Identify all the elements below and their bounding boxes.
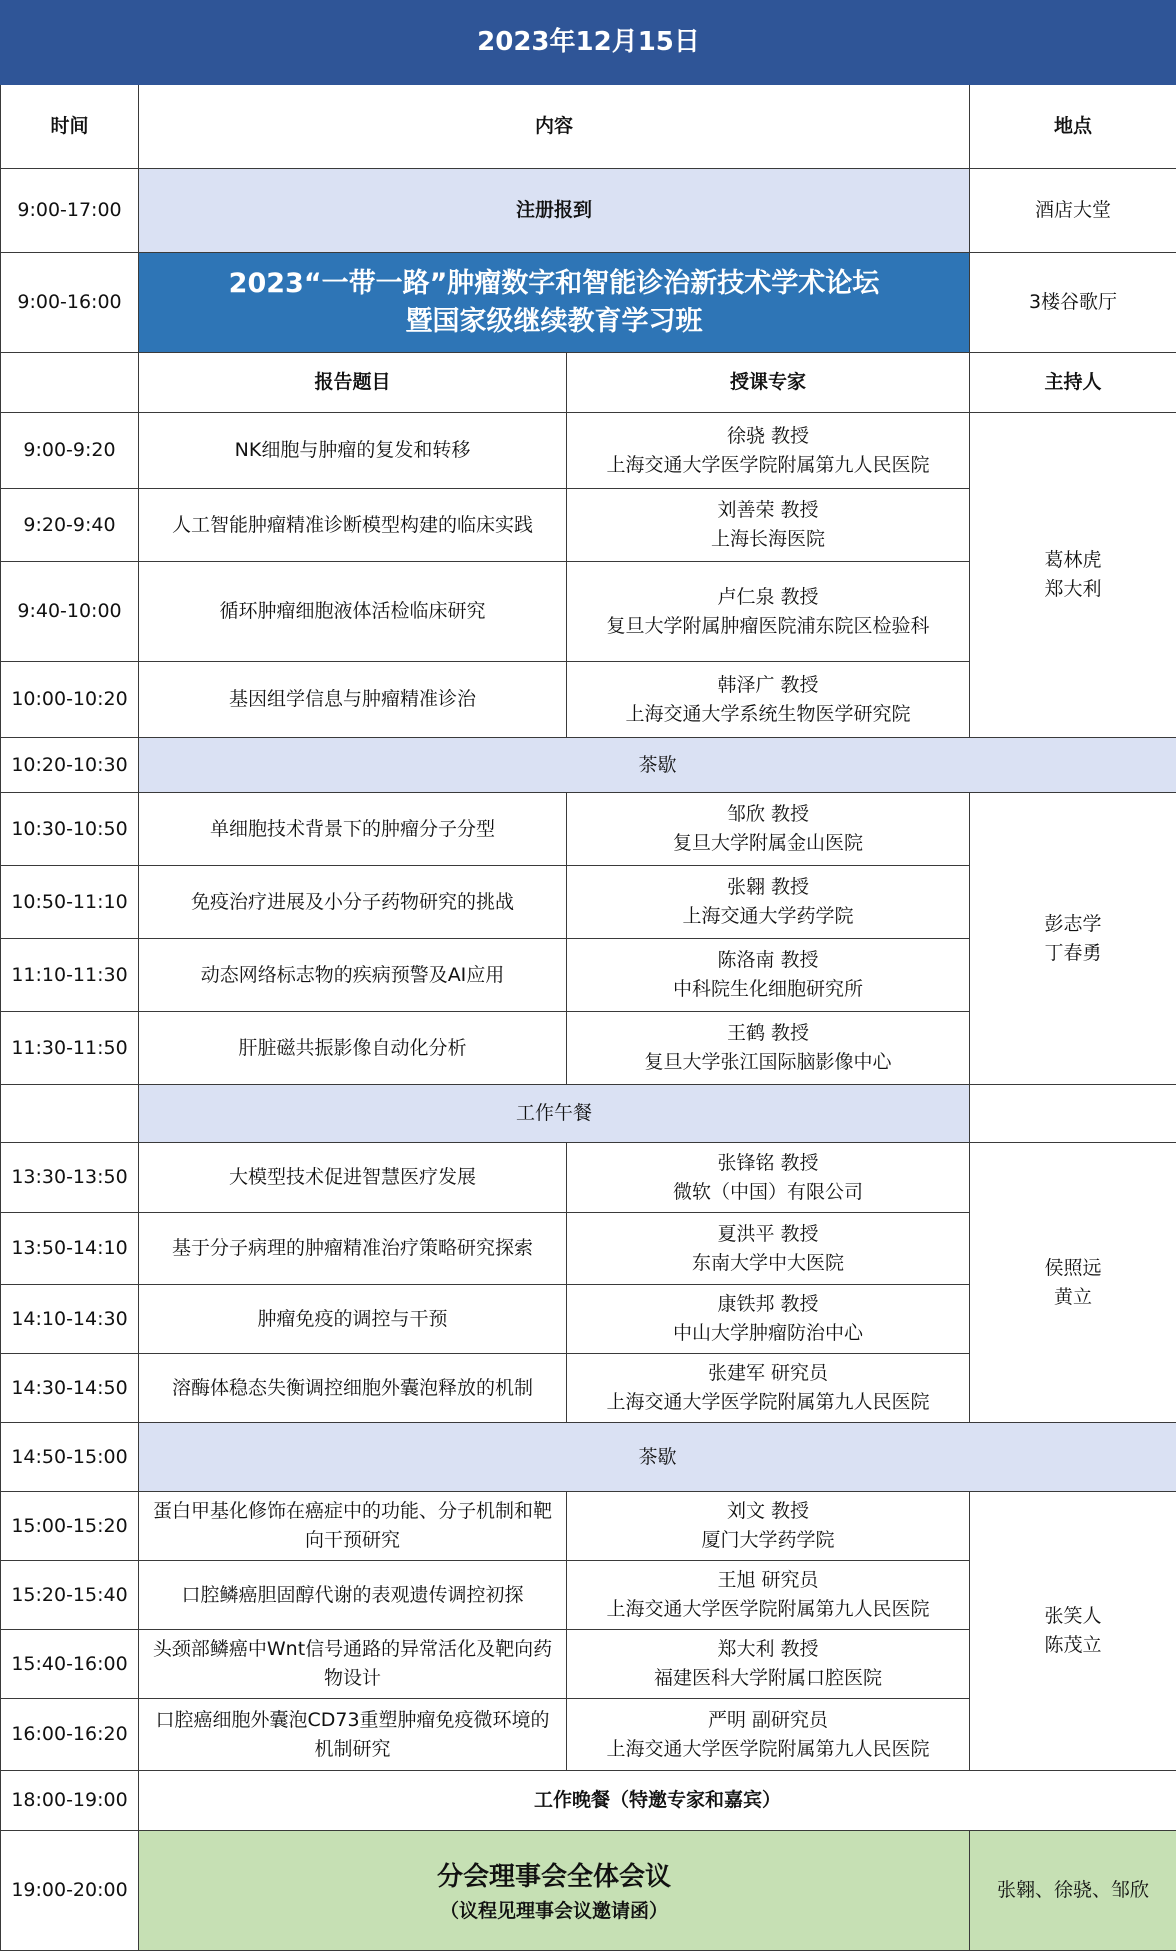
host-name: 葛林虎: [1044, 549, 1102, 571]
topic-text: 人工智能肿瘤精准诊断模型构建的临床实践: [171, 513, 533, 536]
topic-text: 口腔鳞癌胆固醇代谢的表观遗传调控初探: [181, 1583, 524, 1606]
expert-affiliation: 东南大学中大医院: [691, 1251, 844, 1274]
topic-text: 循环肿瘤细胞液体活检临床研究: [219, 600, 486, 622]
registration-label: 注册报到: [139, 169, 970, 253]
expert-affiliation: 复旦大学张江国际脑影像中心: [644, 1051, 892, 1073]
empty-time-cell: [1, 353, 139, 413]
expert-name: 卢仁泉 教授: [717, 585, 819, 608]
topic-text: 动态网络标志物的疾病预警及AI应用: [200, 963, 505, 986]
header-time: 时间: [1, 85, 139, 169]
table-row: [1, 793, 1176, 866]
expert-name: 王鹤 教授: [726, 1022, 810, 1044]
topic-text: 口腔癌细胞外囊泡CD73重塑肿瘤免疫微环境的: [155, 1708, 550, 1731]
topic-cell: [139, 413, 567, 489]
topic-text: 肿瘤免疫的调控与干预: [257, 1307, 448, 1330]
topic-text: 向干预研究: [304, 1529, 400, 1551]
registration-row: [1, 169, 1176, 253]
time-cell: 9:00-9:20: [1, 413, 139, 489]
time-cell: 13:30-13:50: [1, 1143, 139, 1213]
expert-affiliation: 上海交通大学药学院: [682, 905, 854, 927]
expert-cell: [567, 793, 970, 866]
forum-title-line: 暨国家级继续教育学习班: [405, 305, 703, 337]
topic-cell: [139, 562, 567, 662]
topic-text: 大模型技术促进智慧医疗发展: [228, 1166, 476, 1188]
time-cell: 14:10-14:30: [1, 1285, 139, 1354]
dinner-label: 工作晚餐（特邀专家和嘉宾）: [139, 1771, 1176, 1831]
time-cell: 10:50-11:10: [1, 866, 139, 939]
expert-affiliation: 微软（中国）有限公司: [672, 1180, 863, 1203]
topic-cell: [139, 1630, 567, 1699]
topic-text: 溶酶体稳态失衡调控细胞外囊泡释放的机制: [171, 1376, 533, 1399]
topic-text: 基因组学信息与肿瘤精准诊治: [228, 688, 476, 710]
header-place: 地点: [970, 85, 1176, 169]
topic-text: 蛋白甲基化修饰在癌症中的功能、分子机制和靶: [152, 1500, 552, 1522]
expert-cell: [567, 1492, 970, 1561]
topic-text: 基于分子病理的肿瘤精准治疗策略研究探索: [171, 1237, 533, 1259]
topic-text: 头颈部鳞癌中Wnt信号通路的异常活化及靶向药: [152, 1638, 553, 1660]
time-cell: 15:20-15:40: [1, 1561, 139, 1630]
lunch-row: [1, 1085, 1176, 1143]
time-cell: 11:30-11:50: [1, 1012, 139, 1085]
subheader-host: 主持人: [970, 353, 1176, 413]
host-cell: [970, 1492, 1176, 1771]
expert-affiliation: 复旦大学附属肿瘤医院浦东院区检验科: [606, 614, 930, 637]
time-cell: 15:40-16:00: [1, 1630, 139, 1699]
expert-name: 张建军 研究员: [707, 1362, 829, 1384]
subheader-expert: 授课专家: [567, 353, 970, 413]
expert-affiliation: 上海交通大学医学院附属第九人民医院: [606, 453, 930, 476]
expert-name: 郑大利 教授: [717, 1638, 819, 1660]
council-row: [1, 1831, 1176, 1951]
table-row: [1, 1492, 1176, 1561]
expert-cell: [567, 662, 970, 738]
expert-name: 刘文 教授: [726, 1500, 810, 1522]
topic-cell: [139, 1143, 567, 1213]
time-cell: 14:50-15:00: [1, 1423, 139, 1492]
header-row: [1, 85, 1176, 169]
topic-cell: [139, 1354, 567, 1423]
council-subtitle: （议程见理事会议邀请函）: [439, 1899, 668, 1922]
time-cell: 19:00-20:00: [1, 1831, 139, 1951]
expert-affiliation: 厦门大学药学院: [701, 1529, 835, 1551]
host-name: 黄立: [1054, 1285, 1093, 1308]
host-cell: [970, 1143, 1176, 1423]
topic-text: 单细胞技术背景下的肿瘤分子分型: [209, 817, 495, 840]
topic-cell: [139, 866, 567, 939]
time-cell: 11:10-11:30: [1, 939, 139, 1012]
topic-text: 肝脏磁共振影像自动化分析: [238, 1036, 467, 1059]
expert-cell: [567, 1354, 970, 1423]
topic-cell: [139, 1213, 567, 1285]
topic-cell: [139, 662, 567, 738]
time-cell: 13:50-14:10: [1, 1213, 139, 1285]
topic-cell: [139, 1012, 567, 1085]
topic-cell: [139, 1561, 567, 1630]
topic-cell: [139, 1492, 567, 1561]
host-name: 郑大利: [1044, 578, 1102, 600]
expert-name: 韩泽广 教授: [717, 673, 819, 696]
topic-cell: [139, 1285, 567, 1354]
expert-name: 陈洛南 教授: [717, 949, 819, 971]
page-title: 2023年12月15日: [1, 1, 1176, 85]
expert-affiliation: 福建医科大学附属口腔医院: [653, 1667, 882, 1689]
time-cell: 15:00-15:20: [1, 1492, 139, 1561]
break-label: 茶歇: [139, 738, 1176, 793]
break-row: [1, 738, 1176, 793]
expert-affiliation: 中科院生化细胞研究所: [672, 978, 863, 1000]
expert-affiliation: 上海交通大学医学院附属第九人民医院: [606, 1598, 930, 1620]
time-cell: 9:00-16:00: [1, 253, 139, 353]
expert-affiliation: 中山大学肿瘤防治中心: [672, 1322, 863, 1344]
expert-affiliation: 上海交通大学系统生物医学研究院: [625, 702, 911, 725]
topic-cell: [139, 793, 567, 866]
time-cell: 14:30-14:50: [1, 1354, 139, 1423]
expert-cell: [567, 1012, 970, 1085]
council-title: 分会理事会全体会议: [436, 1861, 671, 1892]
expert-name: 康铁邦 教授: [717, 1293, 819, 1315]
expert-cell: [567, 1699, 970, 1771]
forum-title: [139, 253, 970, 353]
time-cell: 18:00-19:00: [1, 1771, 139, 1831]
expert-cell: [567, 562, 970, 662]
forum-title-line: 2023“一带一路”肿瘤数字和智能诊治新技术学术论坛: [228, 267, 880, 299]
topic-text: NK细胞与肿瘤的复发和转移: [234, 439, 471, 461]
subheader-row: [1, 353, 1176, 413]
host-name: 侯照远: [1044, 1256, 1102, 1279]
expert-name: 王旭 研究员: [717, 1569, 819, 1591]
expert-name: 徐骁 教授: [726, 424, 810, 447]
expert-affiliation: 上海长海医院: [710, 528, 825, 550]
expert-affiliation: 上海交通大学医学院附属第九人民医院: [606, 1737, 930, 1760]
host-cell: [970, 793, 1176, 1085]
time-cell: 9:40-10:00: [1, 562, 139, 662]
lunch-label: 工作午餐: [139, 1085, 970, 1143]
expert-name: 邹欣 教授: [726, 803, 810, 825]
break-row: [1, 1423, 1176, 1492]
empty-place-cell: [970, 1085, 1176, 1143]
expert-cell: [567, 1561, 970, 1630]
time-cell: 16:00-16:20: [1, 1699, 139, 1771]
topic-cell: [139, 1699, 567, 1771]
expert-cell: [567, 1143, 970, 1213]
topic-cell: [139, 939, 567, 1012]
expert-affiliation: 复旦大学附属金山医院: [672, 832, 863, 854]
expert-cell: [567, 866, 970, 939]
forum-row: [1, 253, 1176, 353]
time-cell: 10:00-10:20: [1, 662, 139, 738]
expert-cell: [567, 413, 970, 489]
table-row: [1, 1143, 1176, 1213]
time-cell: 10:20-10:30: [1, 738, 139, 793]
time-cell: 9:20-9:40: [1, 489, 139, 562]
expert-cell: [567, 1630, 970, 1699]
subheader-topic: 报告题目: [139, 353, 567, 413]
title-row: [1, 1, 1176, 85]
council-meeting: [139, 1831, 970, 1951]
expert-cell: [567, 1213, 970, 1285]
topic-text: 机制研究: [314, 1737, 391, 1760]
expert-affiliation: 上海交通大学医学院附属第九人民医院: [606, 1391, 930, 1413]
expert-cell: [567, 939, 970, 1012]
time-cell: 9:00-17:00: [1, 169, 139, 253]
forum-place: 3楼谷歌厅: [970, 253, 1176, 353]
expert-name: 严明 副研究员: [707, 1708, 829, 1731]
empty-time-cell: [1, 1085, 139, 1143]
expert-name: 夏洪平 教授: [717, 1222, 819, 1245]
expert-cell: [567, 1285, 970, 1354]
break-label: 茶歇: [139, 1423, 1176, 1492]
host-name: 张笑人: [1044, 1605, 1102, 1627]
time-cell: 10:30-10:50: [1, 793, 139, 866]
host-cell: [970, 413, 1176, 738]
topic-text: 免疫治疗进展及小分子药物研究的挑战: [190, 890, 514, 913]
expert-name: 刘善荣 教授: [717, 499, 819, 521]
registration-place: 酒店大堂: [970, 169, 1176, 253]
dinner-row: [1, 1771, 1176, 1831]
topic-cell: [139, 489, 567, 562]
header-content: 内容: [139, 85, 970, 169]
host-name: 陈茂立: [1044, 1634, 1102, 1656]
host-name: 彭志学: [1044, 912, 1102, 935]
expert-name: 张翱 教授: [726, 876, 810, 898]
council-hosts: 张翱、徐骁、邹欣: [970, 1831, 1176, 1951]
expert-name: 张锋铭 教授: [717, 1151, 819, 1174]
host-name: 丁春勇: [1044, 941, 1102, 964]
table-row: [1, 413, 1176, 489]
topic-text: 物设计: [323, 1667, 381, 1689]
expert-cell: [567, 489, 970, 562]
